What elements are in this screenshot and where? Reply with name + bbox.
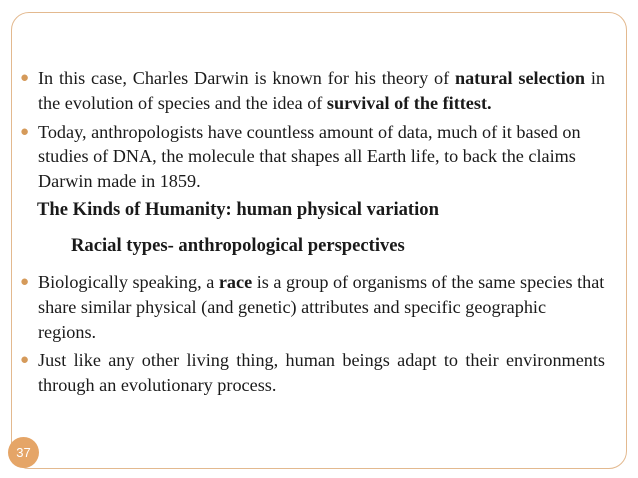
section-heading-humanity: The Kinds of Humanity: human physical variation (37, 198, 439, 220)
section-heading-racial-types: Racial types- anthropological perspectives (71, 234, 405, 256)
bullet-text: Biologically speaking, a race is a group of organisms of the same species that share similar physical (and genetic) attributes and specific geographic regions. (38, 271, 605, 342)
slide-content (20, 66, 605, 402)
bullet-text: Today, anthropologists have countless amount of data, much of it based on studies of DNA, the molecule that shapes all Earth life, to back the claims Darwin made in 1859. (38, 121, 581, 192)
bullet-item-dna (20, 120, 605, 194)
bullet-item-adapt (20, 348, 605, 398)
bullet-text: Just like any other living thing, human beings adapt to their environments through an evolutionary process. (38, 350, 605, 396)
bullet-item-race (20, 270, 605, 344)
page-number-badge: 37 (8, 437, 39, 468)
bullet-item-darwin (20, 66, 605, 116)
bullet-text: In this case, Charles Darwin is known for his theory of natural selection in the evolution of species and the idea of survival of the fittest. (38, 68, 605, 113)
